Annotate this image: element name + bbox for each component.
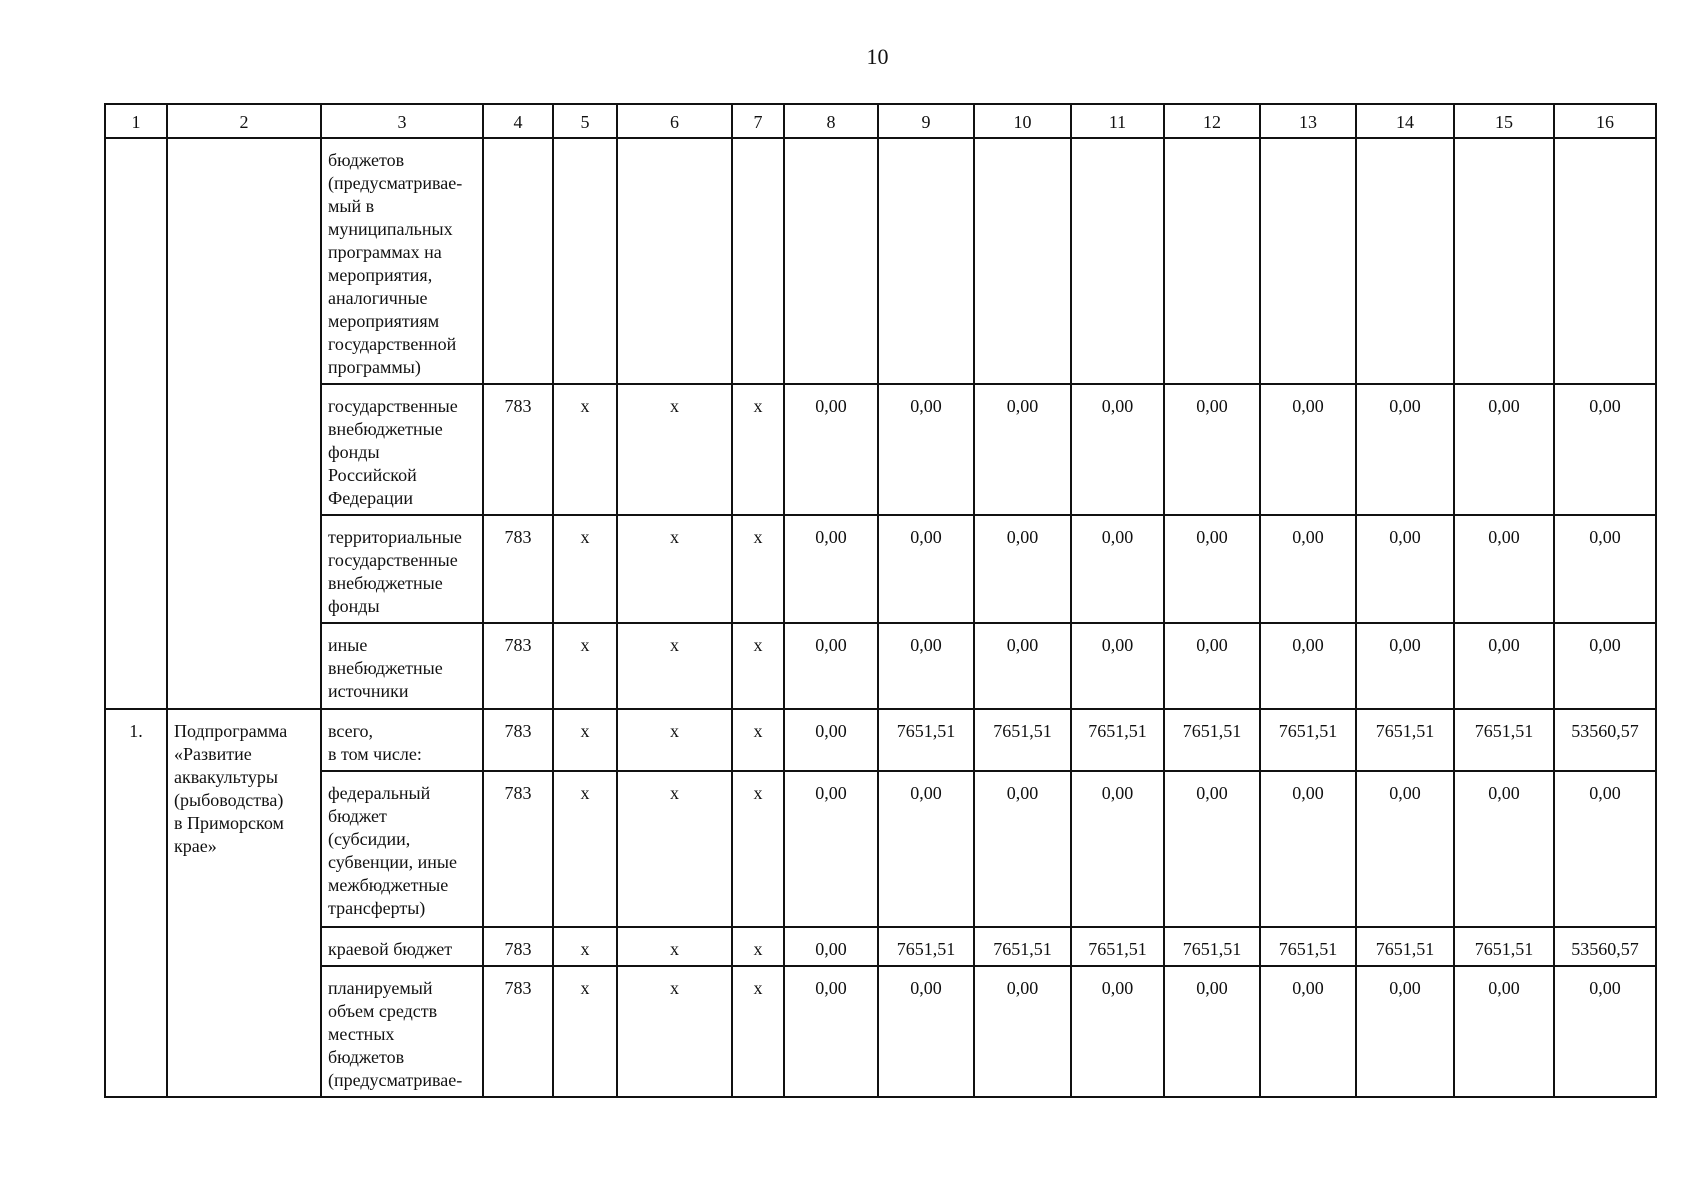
column-header: 2	[167, 104, 321, 138]
value-cell: 0,00	[974, 623, 1071, 709]
value-cell: 0,00	[1164, 515, 1260, 623]
cell: x	[617, 771, 732, 927]
value-cell	[1554, 138, 1656, 384]
cell: x	[553, 623, 617, 709]
funding-source-cell: всего, в том числе:	[321, 709, 483, 771]
value-cell	[1454, 138, 1554, 384]
page-number: 10	[866, 44, 889, 69]
funding-source-cell: территориальные государственные внебюджетные фонды	[321, 515, 483, 623]
value-cell: 0,00	[1260, 966, 1356, 1097]
value-cell: 0,00	[1454, 771, 1554, 927]
program-name-cell: Подпрограмма «Развитие аквакультуры (рыбоводства) в Приморском крае»	[167, 709, 321, 1097]
value-cell: 0,00	[1554, 966, 1656, 1097]
code-cell: 783	[483, 515, 553, 623]
value-cell: 0,00	[974, 966, 1071, 1097]
value-cell: 0,00	[1356, 623, 1454, 709]
value-cell	[1164, 138, 1260, 384]
funding-table	[104, 103, 1657, 1098]
value-cell: 0,00	[1356, 515, 1454, 623]
cell	[617, 138, 732, 384]
funding-source-cell: государственные внебюджетные фонды Российской Федерации	[321, 384, 483, 515]
code-cell: 783	[483, 771, 553, 927]
cell	[553, 138, 617, 384]
value-cell: 53560,57	[1554, 709, 1656, 771]
cell: x	[553, 384, 617, 515]
value-cell: 0,00	[1554, 384, 1656, 515]
funding-source-cell: краевой бюджет	[321, 927, 483, 966]
value-cell: 0,00	[784, 771, 878, 927]
value-cell: 0,00	[1164, 623, 1260, 709]
value-cell: 0,00	[1554, 515, 1656, 623]
value-cell: 7651,51	[1356, 927, 1454, 966]
value-cell: 0,00	[1164, 771, 1260, 927]
program-name-cell	[167, 138, 321, 709]
table-row	[105, 927, 1656, 966]
value-cell: 0,00	[1454, 966, 1554, 1097]
value-cell: 7651,51	[1356, 709, 1454, 771]
value-cell: 7651,51	[1260, 709, 1356, 771]
code-cell: 783	[483, 623, 553, 709]
value-cell: 0,00	[878, 623, 974, 709]
value-cell: 0,00	[1260, 515, 1356, 623]
value-cell: 0,00	[784, 927, 878, 966]
value-cell	[1356, 138, 1454, 384]
value-cell: 0,00	[1071, 966, 1164, 1097]
cell: x	[617, 384, 732, 515]
value-cell: 0,00	[878, 771, 974, 927]
column-header: 11	[1071, 104, 1164, 138]
column-header: 13	[1260, 104, 1356, 138]
column-header: 4	[483, 104, 553, 138]
column-header: 5	[553, 104, 617, 138]
cell: x	[732, 771, 784, 927]
column-header: 3	[321, 104, 483, 138]
value-cell: 0,00	[974, 384, 1071, 515]
value-cell	[784, 138, 878, 384]
cell: x	[732, 709, 784, 771]
row-number-cell: 1.	[105, 709, 167, 1097]
value-cell: 0,00	[974, 771, 1071, 927]
cell: x	[617, 966, 732, 1097]
value-cell: 0,00	[1454, 515, 1554, 623]
column-header: 12	[1164, 104, 1260, 138]
value-cell: 0,00	[878, 966, 974, 1097]
value-cell: 0,00	[878, 384, 974, 515]
cell: x	[732, 623, 784, 709]
value-cell: 0,00	[1554, 623, 1656, 709]
column-header: 8	[784, 104, 878, 138]
column-header: 14	[1356, 104, 1454, 138]
value-cell	[974, 138, 1071, 384]
row-number-cell	[105, 138, 167, 709]
value-cell: 0,00	[974, 515, 1071, 623]
code-cell	[483, 138, 553, 384]
column-header: 10	[974, 104, 1071, 138]
value-cell: 0,00	[1071, 515, 1164, 623]
column-header: 7	[732, 104, 784, 138]
value-cell: 7651,51	[878, 927, 974, 966]
cell: x	[553, 709, 617, 771]
column-header: 1	[105, 104, 167, 138]
table-row	[105, 138, 1656, 384]
table-row	[105, 966, 1656, 1097]
code-cell: 783	[483, 927, 553, 966]
value-cell: 7651,51	[1164, 709, 1260, 771]
cell: x	[732, 927, 784, 966]
funding-source-cell: федеральный бюджет (субсидии, субвенции, иные межбюджетные трансферты)	[321, 771, 483, 927]
cell: x	[617, 623, 732, 709]
cell: x	[617, 927, 732, 966]
value-cell: 0,00	[1454, 623, 1554, 709]
table-row	[105, 384, 1656, 515]
column-number-row	[105, 104, 1656, 138]
value-cell: 0,00	[1260, 384, 1356, 515]
cell: x	[553, 771, 617, 927]
column-header: 16	[1554, 104, 1656, 138]
cell: x	[732, 384, 784, 515]
value-cell: 7651,51	[1260, 927, 1356, 966]
value-cell: 7651,51	[974, 927, 1071, 966]
value-cell: 53560,57	[1554, 927, 1656, 966]
funding-source-cell: бюджетов (предусматривае- мый в муниципальных программах на мероприятия, аналогичные мероприятиям государственной программы)	[321, 138, 483, 384]
code-cell: 783	[483, 709, 553, 771]
value-cell: 0,00	[784, 709, 878, 771]
cell: x	[553, 966, 617, 1097]
cell: x	[732, 966, 784, 1097]
table-row	[105, 623, 1656, 709]
value-cell: 0,00	[1164, 966, 1260, 1097]
funding-source-cell: планируемый объем средств местных бюджетов (предусматривае-	[321, 966, 483, 1097]
value-cell: 0,00	[1356, 384, 1454, 515]
value-cell: 0,00	[784, 623, 878, 709]
value-cell: 0,00	[784, 515, 878, 623]
column-header: 6	[617, 104, 732, 138]
value-cell: 7651,51	[878, 709, 974, 771]
value-cell: 0,00	[784, 384, 878, 515]
value-cell: 0,00	[1260, 623, 1356, 709]
value-cell: 7651,51	[1071, 927, 1164, 966]
code-cell: 783	[483, 384, 553, 515]
table-row	[105, 515, 1656, 623]
value-cell: 0,00	[1356, 771, 1454, 927]
value-cell: 0,00	[878, 515, 974, 623]
value-cell: 0,00	[784, 966, 878, 1097]
column-header: 9	[878, 104, 974, 138]
funding-source-cell: иные внебюджетные источники	[321, 623, 483, 709]
cell: x	[553, 927, 617, 966]
value-cell: 0,00	[1554, 771, 1656, 927]
value-cell	[1260, 138, 1356, 384]
value-cell: 7651,51	[1454, 709, 1554, 771]
value-cell: 0,00	[1071, 623, 1164, 709]
value-cell: 7651,51	[1164, 927, 1260, 966]
table-row	[105, 771, 1656, 927]
cell: x	[732, 515, 784, 623]
value-cell: 0,00	[1260, 771, 1356, 927]
value-cell: 7651,51	[1454, 927, 1554, 966]
value-cell: 7651,51	[974, 709, 1071, 771]
code-cell: 783	[483, 966, 553, 1097]
value-cell	[1071, 138, 1164, 384]
cell: x	[617, 709, 732, 771]
column-header: 15	[1454, 104, 1554, 138]
value-cell: 0,00	[1356, 966, 1454, 1097]
value-cell: 7651,51	[1071, 709, 1164, 771]
table-row	[105, 709, 1656, 771]
value-cell	[878, 138, 974, 384]
value-cell: 0,00	[1071, 771, 1164, 927]
value-cell: 0,00	[1454, 384, 1554, 515]
value-cell: 0,00	[1164, 384, 1260, 515]
value-cell: 0,00	[1071, 384, 1164, 515]
cell: x	[617, 515, 732, 623]
cell: x	[553, 515, 617, 623]
cell	[732, 138, 784, 384]
